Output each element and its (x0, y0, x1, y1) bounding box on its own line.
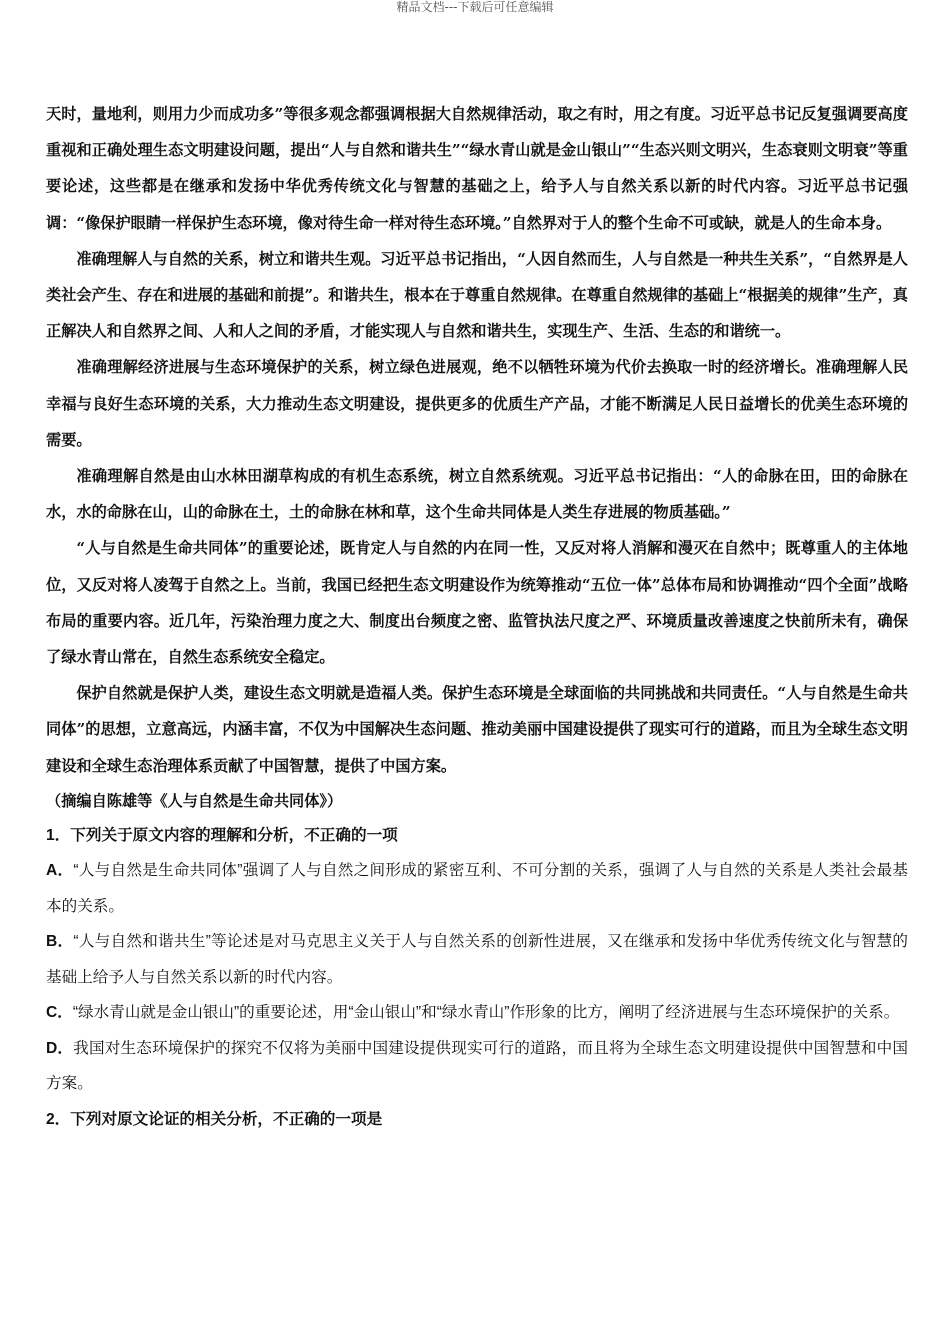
article-paragraph-1: 天时，量地利，则用力少而成功多”等很多观念都强调根据大自然规律活动，取之有时，用之有度。习近平总书记反复强调要高度重视和正确处理生态文明建设问题，提出“人与自然和谐共生”“绿水青山就是金山银山”“生态兴则文明兴，生态衰则文明衰”等重要论述，这些都是在继承和发扬中华优秀传统文化与智慧的基础之上，给予人与自然关系以新的时代内容。习近平总书记强调：“像保护眼睛一样保护生态环境，像对待生命一样对待生态环境。”自然界对于人的整个生命不可或缺，就是人的生命本身。 (46, 105, 908, 232)
question-1 (46, 818, 908, 1102)
question-text: 下列关于原文内容的理解和分析，不正确的一项 (70, 826, 398, 844)
document-body (46, 96, 908, 1137)
option-letter: B． (46, 933, 74, 951)
question-stem (46, 818, 908, 854)
option-text: “人与自然和谐共生”等论述是对马克思主义关于人与自然关系的创新性进展，又在继承和发扬中华优秀传统文化与智慧的基础上给予人与自然关系以新的时代内容。 (46, 933, 909, 986)
article-paragraph-2: 准确理解人与自然的关系，树立和谐共生观。习近平总书记指出，“人因自然而生，人与自然是一种共生关系”，“自然界是人类社会产生、存在和进展的基础和前提”。和谐共生，根本在于尊重自然规律。在尊重自然规律的基础上“根据美的规律”生产，真正解决人和自然界之间、人和人之间的矛盾，才能实现人与自然和谐共生，实现生产、生活、生态的和谐统一。 (46, 249, 908, 341)
article-paragraph-6: 保护自然就是保护人类，建设生态文明就是造福人类。保护生态环境是全球面临的共同挑战和共同责任。“人与自然是生命共同体”的思想，立意高远，内涵丰富，不仅为中国解决生态问题、推动美丽中国建设提供了现实可行的道路，而且为全球生态文明建设和全球生态治理体系贡献了中国智慧，提供了中国方案。 (46, 684, 908, 775)
article-paragraph-5: “人与自然是生命共同体”的重要论述，既肯定人与自然的内在同一性，又反对将人消解和漫灭在自然中；既尊重人的主体地位，又反对将人凌驾于自然之上。当前，我国已经把生态文明建设作为统筹推动“五位一体”总体布局和协调推动“四个全面”战略布局的重要内容。近几年，污染治理力度之大、制度出台频度之密、监管执法尺度之严、环境质量改善速度之快前所未有，确保了绿水青山常在，自然生态系统安全稳定。 (46, 539, 908, 667)
option-c[interactable] (46, 995, 908, 1031)
question-stem (46, 1102, 908, 1138)
option-letter: D． (46, 1039, 74, 1057)
option-b[interactable] (46, 924, 908, 995)
option-letter: A． (46, 862, 74, 880)
article-paragraph-3: 准确理解经济进展与生态环境保护的关系，树立绿色进展观，绝不以牺牲环境为代价去换取一时的经济增长。准确理解人民幸福与良好生态环境的关系，大力推动生态文明建设，提供更多的优质生产产品，才能不断满足人民日益增长的优美生态环境的需要。 (46, 358, 908, 449)
article (46, 96, 908, 818)
option-text: 我国对生态环境保护的探究不仅将为美丽中国建设提供现实可行的道路，而且将为全球生态文明建设提供中国智慧和中国方案。 (46, 1039, 908, 1093)
option-text: “绿水青山就是金山银山”的重要论述，用“金山银山”和“绿水青山”作形象的比方，阐明了经济进展与生态环境保护的关系。 (72, 1004, 900, 1022)
article-source: （摘编自陈雄等《人与自然是生命共同体》） (46, 791, 343, 810)
question-2 (46, 1102, 908, 1138)
option-text: “人与自然是生命共同体”强调了人与自然之间形成的紧密互利、不可分割的关系，强调了人与自然的关系是人类社会最基本的关系。 (46, 862, 909, 915)
question-number: 1． (46, 826, 71, 844)
option-letter: C． (46, 1004, 73, 1022)
option-d[interactable] (46, 1031, 908, 1102)
page-header: 精品文档---下载后可任意编辑 (396, 0, 554, 14)
option-a[interactable] (46, 853, 908, 924)
article-paragraph-4: 准确理解自然是由山水林田湖草构成的有机生态系统，树立自然系统观。习近平总书记指出：“人的命脉在田，田的命脉在水，水的命脉在山，山的命脉在土，土的命脉在林和草，这个生命共同体是人类生存进展的物质基础。” (46, 467, 908, 522)
question-text: 下列对原文论证的相关分析，不正确的一项是 (70, 1110, 383, 1128)
question-number: 2． (46, 1110, 71, 1128)
